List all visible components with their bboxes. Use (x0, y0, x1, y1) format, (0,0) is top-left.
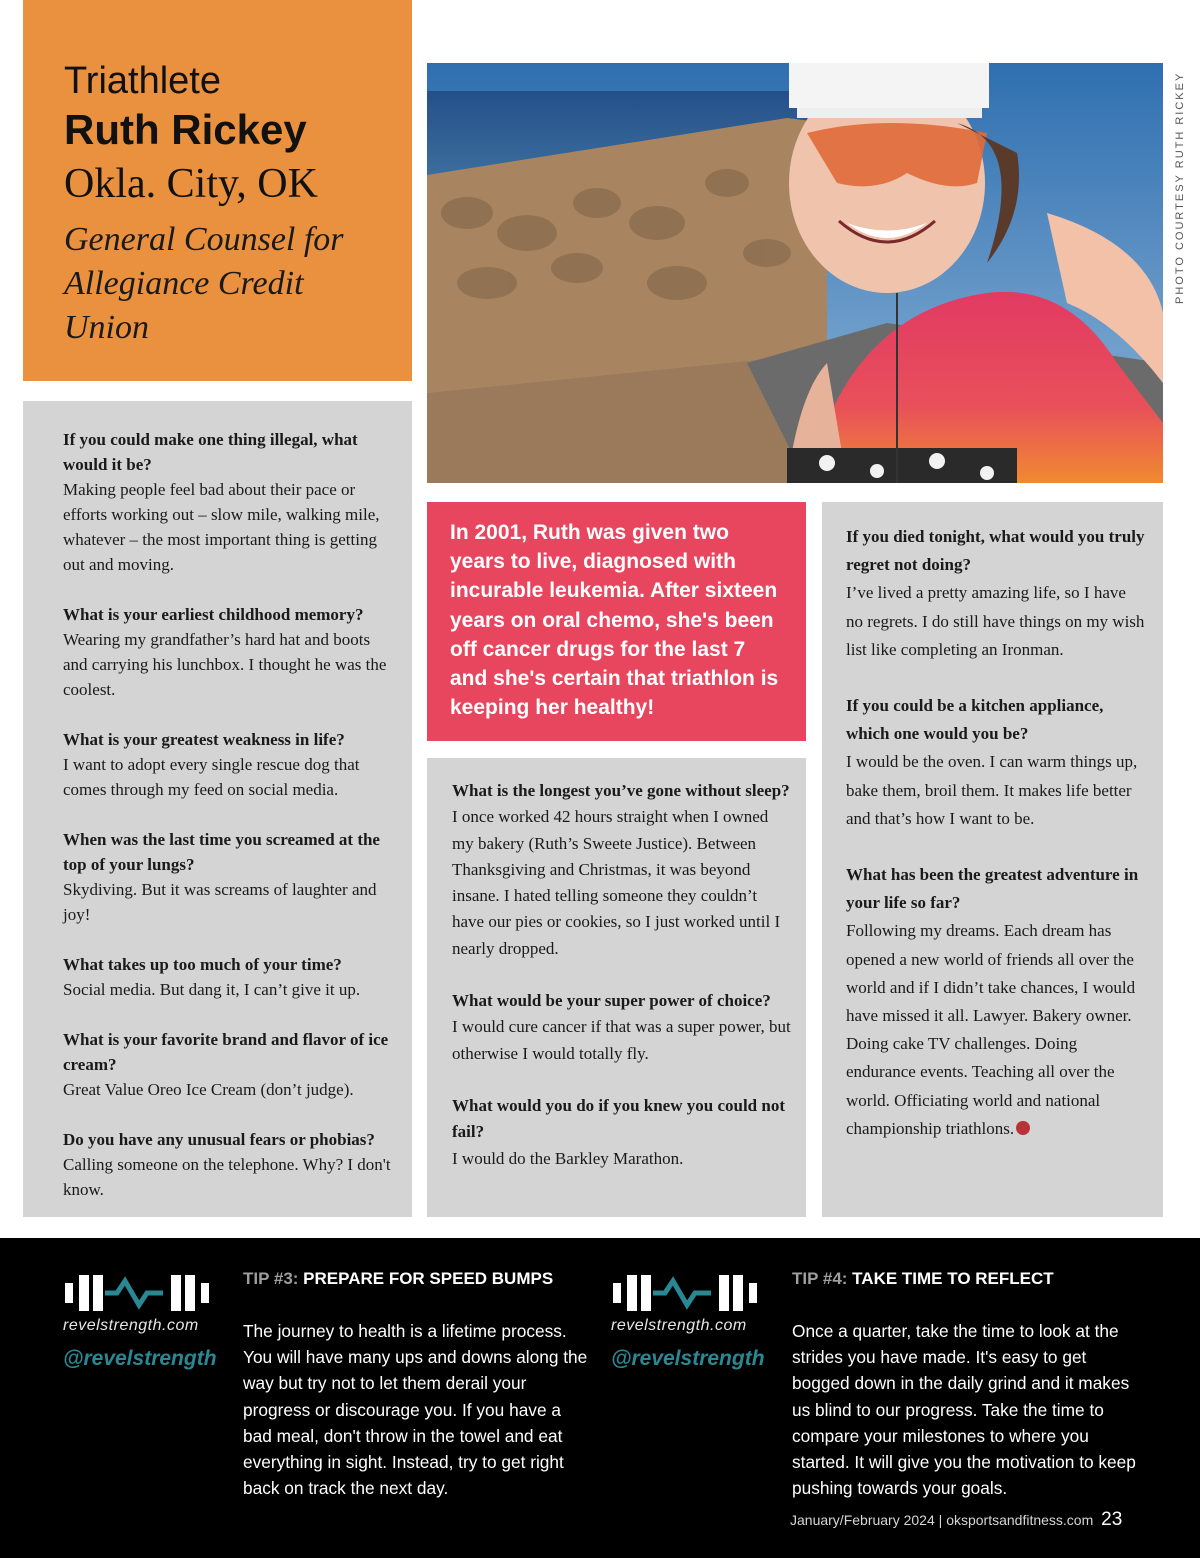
brand-website: revelstrength.com (611, 1317, 747, 1334)
brand-website: revelstrength.com (63, 1317, 199, 1334)
athlete-role: Triathlete (64, 60, 221, 102)
answer: Social media. But dang it, I can’t give it up. (63, 980, 361, 999)
question: What is your greatest weakness in life? (63, 730, 345, 749)
tip-title: PREPARE FOR SPEED BUMPS (303, 1269, 554, 1288)
page-number: 23 (1101, 1509, 1123, 1530)
answer: Great Value Oreo Ice Cream (don’t judge). (63, 1080, 354, 1099)
tip-body: Once a quarter, take the time to look at the strides you have made. It's easy to get bogged down in the daily grind and it makes us blind to our progress. Take the time to compare your milestones to where you started. It will give you the motivation to keep pushing towards your goals. (792, 1321, 1136, 1499)
tip-number: TIP #4: (792, 1269, 848, 1288)
selfie-illustration (427, 63, 1163, 483)
question: What would be your super power of choice? (452, 991, 771, 1011)
qa-item (452, 988, 792, 1067)
answer: I once worked 42 hours straight when I owned my bakery (Ruth’s Sweete Justice). Between Thanksgiving and Christmas, it was beyond insane. I hated telling someone they couldn’t have our pies or cookies, so I just worked until I nearly dropped. (452, 807, 781, 958)
separator: | (938, 1512, 943, 1528)
question: When was the last time you screamed at the top of your lungs? (63, 830, 380, 874)
tip-heading (243, 1269, 553, 1289)
pull-quote-text: In 2001, Ruth was given two years to live, diagnosed with incurable leukemia. After sixteen years on oral chemo, she's been off cancer drugs for the last 7 and she's certain that triathlon is keeping her healthy! (450, 521, 779, 720)
question: What would you do if you knew you could not fail? (452, 1095, 786, 1142)
question: If you could make one thing illegal, what would it be? (63, 430, 358, 474)
qa-item (63, 1127, 394, 1202)
tip-body: The journey to health is a lifetime process. You will have many ups and downs along the way but try not to let them derail your progress or discourage you. If you have a bad meal, don't throw in the towel and eat everything in sight. Instead, try to get right back on track the next day. (243, 1321, 588, 1499)
qa-item (63, 952, 394, 1002)
athlete-occupation: General Counsel for Allegiance Credit Union (64, 221, 344, 346)
qa-item (846, 692, 1145, 833)
qa-item (63, 827, 394, 927)
magazine-website: oksportsandfitness.com (946, 1512, 1094, 1528)
qa-item (452, 778, 792, 962)
answer: Wearing my grandfather’s hard hat and boots and carrying his lunchbox. I thought he was the coolest. (63, 630, 387, 699)
answer-text: Following my dreams. Each dream has opened a new world of friends all over the world and if I didn’t take chances, I would have missed it all. Lawyer. Bakery owner. Doing cake TV challenges. Doing endurance events. Teaching all over the world. Officiating world and national championship triathlons. (846, 921, 1136, 1138)
cyclist-photo (427, 63, 1163, 483)
qa-item (452, 1093, 792, 1172)
brand-handle: @revelstrength (63, 1347, 217, 1370)
answer: I’ve lived a pretty amazing life, so I have no regrets. I do still have things on my wish list like completing an Ironman. (846, 583, 1145, 659)
answer: I would do the Barkley Marathon. (452, 1148, 684, 1168)
qa-column-left (23, 401, 412, 1217)
qa-item (846, 523, 1145, 664)
qa-column-middle (427, 758, 806, 1217)
tips-footer (0, 1238, 1200, 1558)
question: If you could be a kitchen appliance, which one would you be? (846, 696, 1104, 744)
answer: I would cure cancer if that was a super power, but otherwise I would totally fly. (452, 1017, 791, 1063)
question: Do you have any unusual fears or phobias? (63, 1130, 375, 1149)
brand-handle: @revelstrength (611, 1347, 765, 1370)
answer: Skydiving. But it was screams of laughter and joy! (63, 880, 377, 924)
revel-strength-logo-icon (611, 1271, 761, 1315)
tip-heading (792, 1269, 1054, 1289)
qa-item (63, 727, 394, 802)
revel-strength-logo-icon (63, 1271, 213, 1315)
athlete-city: Okla. City, OK (64, 161, 318, 207)
qa-column-right (822, 502, 1163, 1217)
answer: I would be the oven. I can warm things up, bake them, broil them. It makes life better and that’s how I want to be. (846, 752, 1138, 828)
athlete-name: Ruth Rickey (64, 106, 307, 153)
answer (846, 917, 1145, 1143)
question: What is the longest you’ve gone without sleep? (452, 781, 790, 800)
question: What has been the greatest adventure in your life so far? (846, 865, 1139, 913)
page-footer (790, 1509, 1122, 1531)
tip-title: TAKE TIME TO REFLECT (852, 1269, 1054, 1288)
question: What is your favorite brand and flavor of ice cream? (63, 1030, 389, 1074)
issue-date: January/February 2024 (790, 1512, 935, 1528)
pull-quote (427, 502, 806, 741)
title-block (23, 0, 412, 381)
question: What takes up too much of your time? (63, 955, 342, 974)
photo-credit (1146, 60, 1194, 310)
photo-credit-text: PHOTO COURTESY RUTH RICKEY (1174, 71, 1186, 304)
qa-item (63, 602, 394, 702)
qa-item (63, 427, 394, 577)
answer: Calling someone on the telephone. Why? I don't know. (63, 1155, 391, 1199)
question: If you died tonight, what would you truly regret not doing? (846, 527, 1145, 575)
answer: I want to adopt every single rescue dog that comes through my feed on social media. (63, 755, 360, 799)
answer: Making people feel bad about their pace or efforts working out – slow mile, walking mile, whatever – the most important thing is getting out and moving. (63, 480, 380, 574)
qa-item (63, 1027, 394, 1102)
tip-number: TIP #3: (243, 1269, 299, 1288)
end-mark-icon (1016, 1121, 1030, 1135)
question: What is your earliest childhood memory? (63, 605, 364, 624)
qa-item (846, 861, 1145, 1143)
